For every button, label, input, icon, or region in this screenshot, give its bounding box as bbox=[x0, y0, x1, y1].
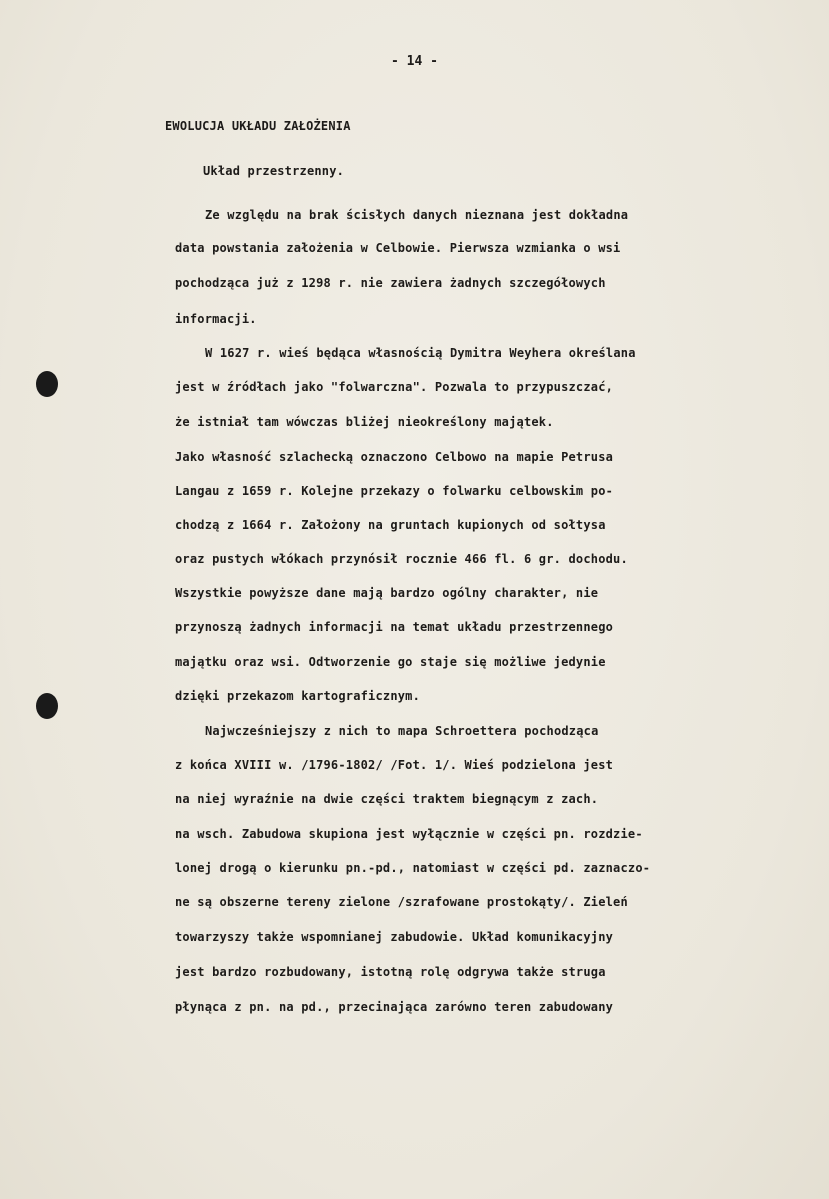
text-line: Ze względu na brak ścisłych danych nieznana jest dokładna bbox=[205, 208, 629, 222]
punch-hole-top bbox=[36, 371, 58, 397]
text-line: ne są obszerne tereny zielone /szrafowane prostokąty/. Zieleń bbox=[175, 895, 628, 909]
text-line: Najwcześniejszy z nich to mapa Schroettera pochodząca bbox=[205, 724, 599, 738]
text-line: przynoszą żadnych informacji na temat układu przestrzennego bbox=[175, 620, 614, 634]
text-line: informacji. bbox=[175, 312, 257, 326]
text-line: Langau z 1659 r. Kolejne przekazy o folwarku celbowskim po- bbox=[175, 484, 614, 498]
page-number: - 14 - bbox=[391, 54, 438, 69]
text-line: z końca XVIII w. /1796-1802/ /Fot. 1/. Wieś podzielona jest bbox=[175, 758, 614, 772]
text-line: Jako własność szlachecką oznaczono Celbowo na mapie Petrusa bbox=[175, 450, 614, 464]
text-line: data powstania założenia w Celbowie. Pierwsza wzmianka o wsi bbox=[175, 241, 621, 255]
text-line: Wszystkie powyższe dane mają bardzo ogólny charakter, nie bbox=[175, 586, 599, 600]
text-line: pochodząca już z 1298 r. nie zawiera żadnych szczegółowych bbox=[175, 276, 606, 290]
text-line: na wsch. Zabudowa skupiona jest wyłącznie w części pn. rozdzie- bbox=[175, 827, 643, 841]
text-line: oraz pustych włókach przynósił rocznie 466 fl. 6 gr. dochodu. bbox=[175, 552, 628, 566]
text-line: lonej drogą o kierunku pn.-pd., natomiast w części pd. zaznaczo- bbox=[175, 861, 651, 875]
text-line: chodzą z 1664 r. Założony na gruntach kupionych od sołtysa bbox=[175, 518, 606, 532]
text-line: majątku oraz wsi. Odtworzenie go staje się możliwe jedynie bbox=[175, 655, 606, 669]
text-line: na niej wyraźnie na dwie części traktem biegnącym z zach. bbox=[175, 792, 599, 806]
punch-hole-bottom bbox=[36, 693, 58, 719]
text-line: że istniał tam wówczas bliżej nieokreślony majątek. bbox=[175, 415, 554, 429]
text-line: towarzyszy także wspomnianej zabudowie. Układ komunikacyjny bbox=[175, 930, 614, 944]
text-line: jest bardzo rozbudowany, istotną rolę odgrywa także struga bbox=[175, 965, 606, 979]
text-line: W 1627 r. wieś będąca własnością Dymitra Weyhera określana bbox=[205, 346, 636, 360]
text-line: jest w źródłach jako "folwarczna". Pozwala to przypuszczać, bbox=[175, 380, 614, 394]
section-subheading: Układ przestrzenny. bbox=[203, 164, 345, 178]
text-line: dzięki przekazom kartograficznym. bbox=[175, 689, 421, 703]
text-line: płynąca z pn. na pd., przecinająca zarówno teren zabudowany bbox=[175, 1000, 614, 1014]
section-heading: EWOLUCJA UKŁADU ZAŁOŻENIA bbox=[165, 119, 351, 133]
